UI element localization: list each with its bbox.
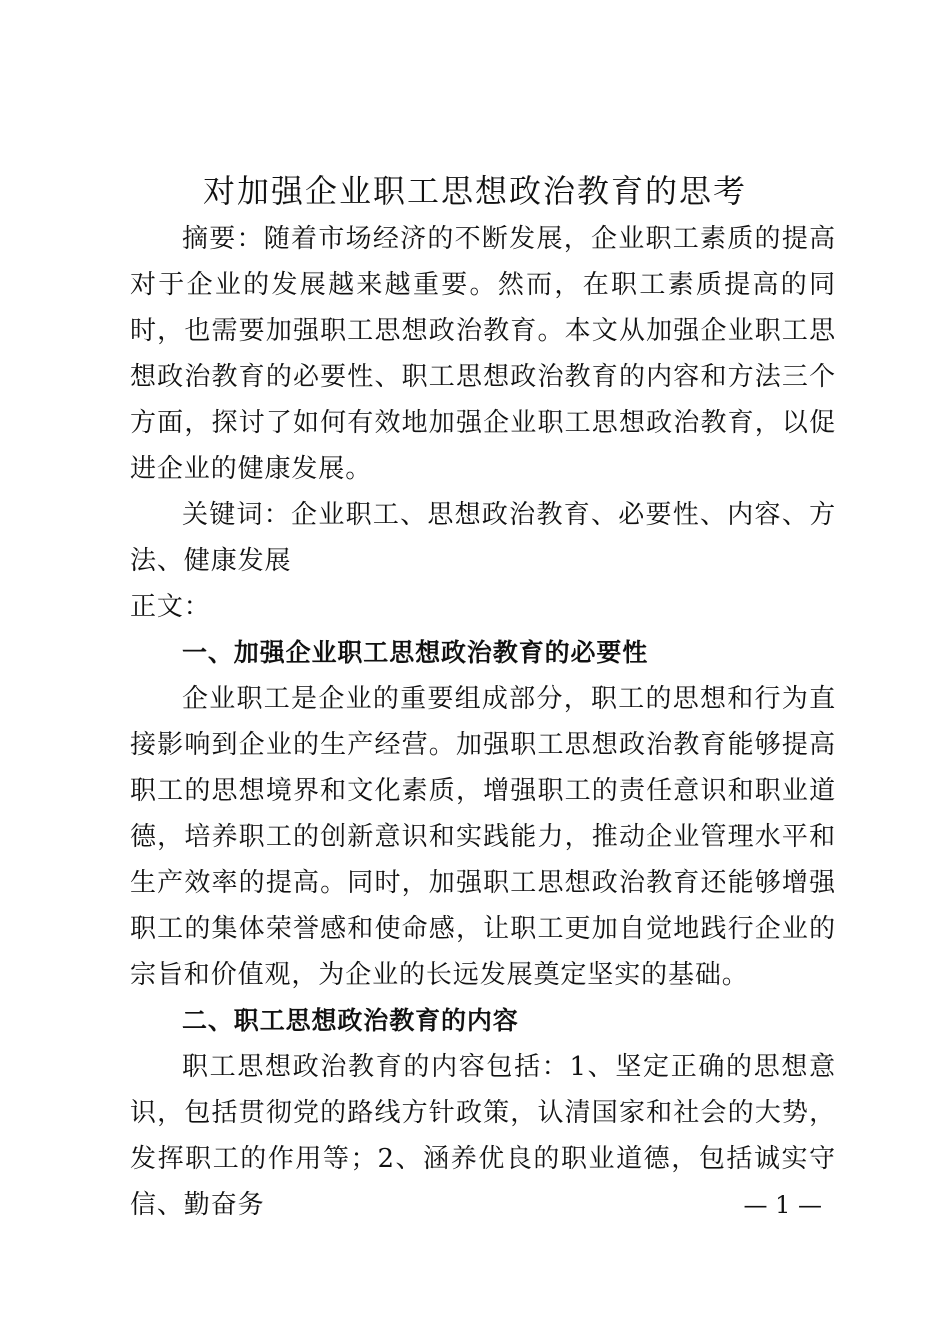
abstract-paragraph: 摘要：随着市场经济的不断发展，企业职工素质的提高对于企业的发展越来越重要。然而，在职工素质提高的同时，也需要加强职工思想政治教育。本文从加强企业职工思想政治教育的必要性、职工思想政治教育的内容和方法三个方面，探讨了如何有效地加强企业职工思想政治教育，以促进企业的健康发展。 [130,224,836,484]
section-paragraph-2: 职工思想政治教育的内容包括：1、坚定正确的思想意识，包括贯彻党的路线方针政策，认清国家和社会的大势，发挥职工的作用等；2、涵养优良的职业道德，包括诚实守信、勤奋务 [130,1052,836,1220]
section-paragraph-1: 企业职工是企业的重要组成部分，职工的思想和行为直接影响到企业的生产经营。加强职工思想政治教育能够提高职工的思想境界和文化素质，增强职工的责任意识和职业道德，培养职工的创新意识和实践能力，推动企业管理水平和生产效率的提高。同时，加强职工思想政治教育还能够增强职工的集体荣誉感和使命感，让职工更加自觉地践行企业的宗旨和价值观，为企业的长远发展奠定坚实的基础。 [130,684,836,990]
page-number: — 1 — [743,1191,822,1219]
keywords-paragraph: 关键词：企业职工、思想政治教育、必要性、内容、方法、健康发展 [130,500,836,576]
document-body [130,216,836,1228]
body-label: 正文： [130,592,211,622]
section-heading-2: 二、职工思想政治教育的内容 [182,1006,519,1035]
document-title: 对加强企业职工思想政治教育的思考 [202,172,747,210]
section-heading-1: 一、加强企业职工思想政治教育的必要性 [182,638,649,667]
